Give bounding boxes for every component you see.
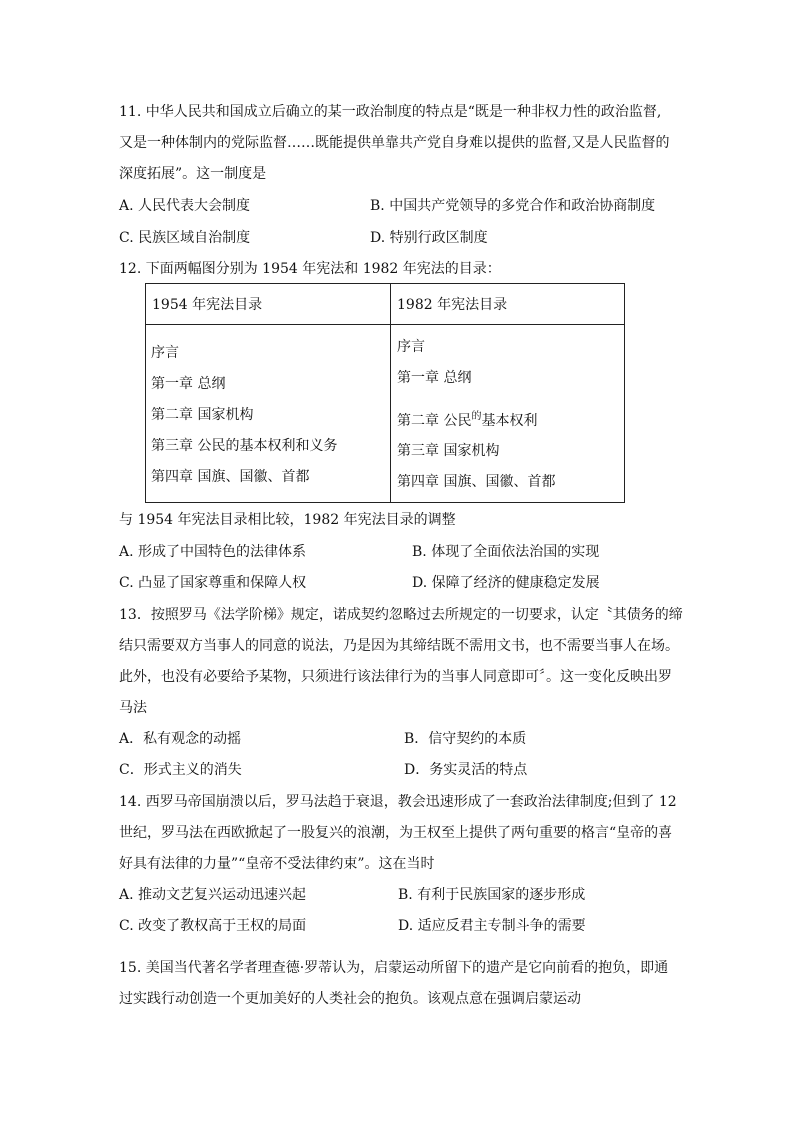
q14-option-b: B. 有利于民族国家的逐步形成 [398, 887, 586, 903]
q11-option-a: A. 人民代表大会制度 [119, 198, 251, 214]
q11-stem-line-3: 深度拓展”。这一制度是 [119, 166, 267, 182]
q13-option-a: A．私有观念的动摇 [119, 731, 242, 747]
q13-option-d: D．务实灵活的特点 [404, 762, 528, 778]
q13-stem-line-1: 13．按照罗马《法学阶梯》规定，诺成契约忽略过去所规定的一切要求，认定〝其债务的缔 [119, 607, 683, 623]
q11-stem-line-2: 又是一种体制内的党际监督……既能提供单靠共产党自身难以提供的监督,又是人民监督的 [119, 135, 670, 151]
q14-stem-line-1: 14. 西罗马帝国崩溃以后，罗马法趋于衰退，教会迅速形成了一套政治法律制度;但到了 12 [119, 794, 677, 810]
q12-option-c: C. 凸显了国家尊重和保障人权 [119, 575, 307, 591]
q15-stem-line-2: 过实践行动创造一个更加美好的人类社会的抱负。该观点意在强调启蒙运动 [119, 991, 581, 1007]
q13-stem-line-3: 此外，也没有必要给予某物，只须进行该法律行为的当事人同意即可〞。这一变化反映出罗 [119, 669, 672, 685]
toc-1982-item-chapter2 [397, 407, 537, 431]
toc-1954-item: 第一章 总纲 [151, 376, 226, 392]
toc-1982-header: 1982 年宪法目录 [397, 297, 508, 313]
q13-option-c: C．形式主义的消失 [119, 762, 242, 778]
q13-stem-line-2: 结只需要双方当事人的同意的说法，乃是因为其缔结既不需用文书，也不需要当事人在场。 [119, 638, 679, 654]
toc-1954-item: 第三章 公民的基本权利和义务 [151, 438, 338, 454]
toc-1982-item: 第三章 国家机构 [397, 443, 500, 459]
toc-1982-item-part: 的 [471, 411, 482, 422]
toc-1982-header-cell [391, 284, 625, 325]
q15-stem-line-1: 15. 美国当代著名学者理查德·罗蒂认为，启蒙运动所留下的遗产是它向前看的抱负，即通 [119, 960, 669, 976]
toc-1982-item: 第四章 国旗、国徽、首都 [397, 474, 556, 490]
q13-option-b: B．信守契约的本质 [404, 731, 527, 747]
toc-1954-header: 1954 年宪法目录 [152, 297, 263, 313]
toc-1982-item-part: 第二章 公民 [397, 413, 472, 429]
q12-after-table: 与 1954 年宪法目录相比较，1982 年宪法目录的调整 [119, 512, 456, 528]
toc-1982-item: 序言 [397, 339, 425, 355]
q11-option-c: C. 民族区域自治制度 [119, 230, 251, 246]
q11-stem-line-1: 11. 中华人民共和国成立后确立的某一政治制度的特点是“既是一种非权力性的政治监督, [119, 104, 662, 120]
toc-1954-item: 序言 [151, 345, 179, 361]
q14-stem-line-2: 世纪，罗马法在西欧掀起了一股复兴的浪潮，为王权至上提供了两句重要的格言“皇帝的喜 [119, 825, 673, 841]
q14-option-c: C. 改变了教权高于王权的局面 [119, 918, 307, 934]
q11-option-b: B. 中国共产党领导的多党合作和政治协商制度 [370, 198, 656, 214]
q14-option-d: D. 适应反君主专制斗争的需要 [398, 918, 586, 934]
q12-stem: 12. 下面两幅图分别为 1954 年宪法和 1982 年宪法的目录： [119, 261, 501, 277]
q12-option-b: B. 体现了全面依法治国的实现 [412, 544, 600, 560]
q14-option-a: A. 推动文艺复兴运动迅速兴起 [119, 887, 307, 903]
q14-stem-line-3: 好具有法律的力量”“皇帝不受法律约束”。这在当时 [119, 856, 435, 872]
toc-1982-item-part: 基本权利 [481, 413, 538, 429]
toc-1982-item: 第一章 总纲 [397, 370, 472, 386]
q12-option-a: A. 形成了中国特色的法律体系 [119, 544, 307, 560]
toc-1954-item: 第二章 国家机构 [151, 407, 254, 423]
toc-1954-item: 第四章 国旗、国徽、首都 [151, 469, 310, 485]
q13-stem-line-4: 马法 [119, 700, 147, 716]
toc-1954-header-cell [146, 284, 391, 325]
q12-option-d: D. 保障了经济的健康稳定发展 [412, 575, 600, 591]
q11-option-d: D. 特别行政区制度 [370, 230, 488, 246]
